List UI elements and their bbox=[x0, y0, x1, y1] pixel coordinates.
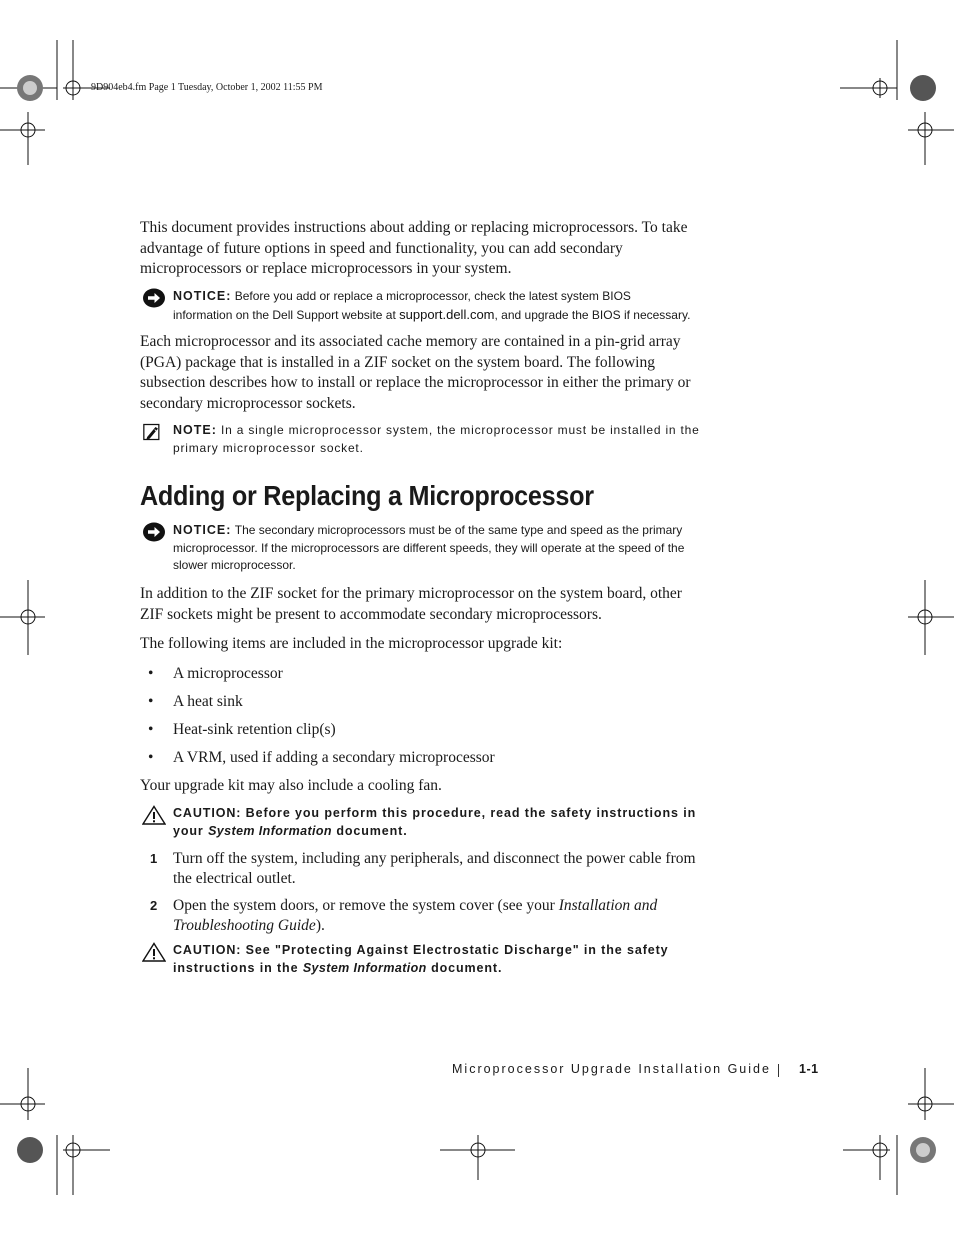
list-item: • A microprocessor bbox=[148, 665, 283, 682]
caution-text: document. bbox=[331, 823, 408, 838]
notice-text: slower microprocessor. bbox=[173, 558, 296, 572]
intro-line: This document provides instructions about adding or replacing microprocessors. To take bbox=[140, 219, 688, 236]
caution-text: document. bbox=[426, 960, 503, 975]
kit-item-list bbox=[140, 662, 730, 774]
caution-text: your bbox=[173, 823, 209, 838]
step-text: Open the system doors, or remove the system cover (see your bbox=[173, 897, 559, 914]
notice-text: information on the Dell Support website at bbox=[173, 307, 400, 322]
notice-label: NOTICE: bbox=[173, 523, 232, 537]
note-pencil-icon bbox=[143, 422, 163, 442]
note-single-cpu bbox=[140, 422, 740, 457]
caution-triangle-icon bbox=[142, 942, 166, 962]
notice-same-type bbox=[140, 522, 740, 575]
list-item: • A heat sink bbox=[148, 693, 243, 710]
notice-text: microprocessor. If the microprocessors are different speeds, they will operate at the speed of the bbox=[173, 540, 685, 555]
note-text: In a single microprocessor system, the microprocessor must be installed in the bbox=[221, 423, 700, 437]
pga-line: subsection describes how to install or replace the microprocessor in either the primary or bbox=[140, 374, 691, 391]
step-1 bbox=[140, 849, 730, 888]
guide-title: Installation and bbox=[558, 897, 658, 914]
zif-paragraph bbox=[140, 584, 730, 625]
file-slug: 9D904eb4.fm Page 1 Tuesday, October 1, 2002 11:55 PM bbox=[91, 82, 323, 93]
notice-bios bbox=[140, 288, 740, 324]
caution-esd bbox=[140, 942, 740, 977]
caution-triangle-icon bbox=[142, 805, 166, 825]
step-text: the electrical outlet. bbox=[173, 869, 296, 887]
kit-intro: The following items are included in the microprocessor upgrade kit: bbox=[140, 635, 563, 652]
step-2 bbox=[140, 896, 730, 935]
zif-line: ZIF sockets might be present to accommodate secondary microprocessors. bbox=[140, 605, 602, 623]
step-text: ). bbox=[315, 916, 325, 934]
pga-line: (PGA) package that is installed in a ZIF socket on the system board. The following bbox=[140, 353, 655, 371]
caution-safety bbox=[140, 805, 740, 840]
caution-text: CAUTION: See "Protecting Against Electrostatic Discharge" in the safety bbox=[173, 943, 669, 957]
zif-line: In addition to the ZIF socket for the primary microprocessor on the system board, other bbox=[140, 585, 682, 602]
intro-line: advantage of future options in speed and functionality, you can add secondary bbox=[140, 239, 623, 257]
guide-title: Troubleshooting Guide bbox=[173, 916, 316, 934]
pga-paragraph bbox=[140, 332, 730, 414]
footer-divider bbox=[778, 1064, 779, 1077]
caution-text: CAUTION: Before you perform this procedure, read the safety instructions in bbox=[173, 806, 697, 820]
list-item: • Heat-sink retention clip(s) bbox=[148, 721, 336, 738]
notice-text: The secondary microprocessors must be of the same type and speed as the primary bbox=[234, 523, 683, 537]
support-link[interactable]: support.dell.com bbox=[399, 306, 495, 322]
footer-title: Microprocessor Upgrade Installation Guide bbox=[452, 1062, 771, 1076]
caution-doc-title: System Information bbox=[302, 960, 427, 975]
section-heading: Adding or Replacing a Microprocessor bbox=[140, 480, 594, 511]
notice-arrow-icon bbox=[142, 522, 166, 542]
step-number: 1 bbox=[150, 851, 158, 866]
pga-line: secondary microprocessor sockets. bbox=[140, 394, 356, 412]
step-text: Turn off the system, including any peripherals, and disconnect the power cable from bbox=[173, 850, 696, 867]
page-number: 1-1 bbox=[799, 1062, 819, 1076]
notice-text: , and upgrade the BIOS if necessary. bbox=[494, 307, 691, 322]
caution-text: instructions in the bbox=[173, 960, 303, 975]
notice-label: NOTICE: bbox=[173, 289, 232, 303]
step-number: 2 bbox=[150, 898, 158, 913]
notice-text: Before you add or replace a microprocessor, check the latest system BIOS bbox=[234, 289, 631, 303]
pga-line: Each microprocessor and its associated cache memory are contained in a pin-grid array bbox=[140, 333, 681, 350]
intro-line: microprocessors or replace microprocessors in your system. bbox=[140, 260, 512, 277]
intro-paragraph bbox=[140, 218, 730, 280]
fan-note: Your upgrade kit may also include a cooling fan. bbox=[140, 777, 442, 794]
note-label: NOTE: bbox=[173, 423, 217, 437]
list-item: • A VRM, used if adding a secondary microprocessor bbox=[148, 749, 495, 766]
note-text: primary microprocessor socket. bbox=[173, 440, 364, 455]
notice-arrow-icon bbox=[142, 288, 166, 308]
caution-doc-title: System Information bbox=[208, 823, 332, 838]
